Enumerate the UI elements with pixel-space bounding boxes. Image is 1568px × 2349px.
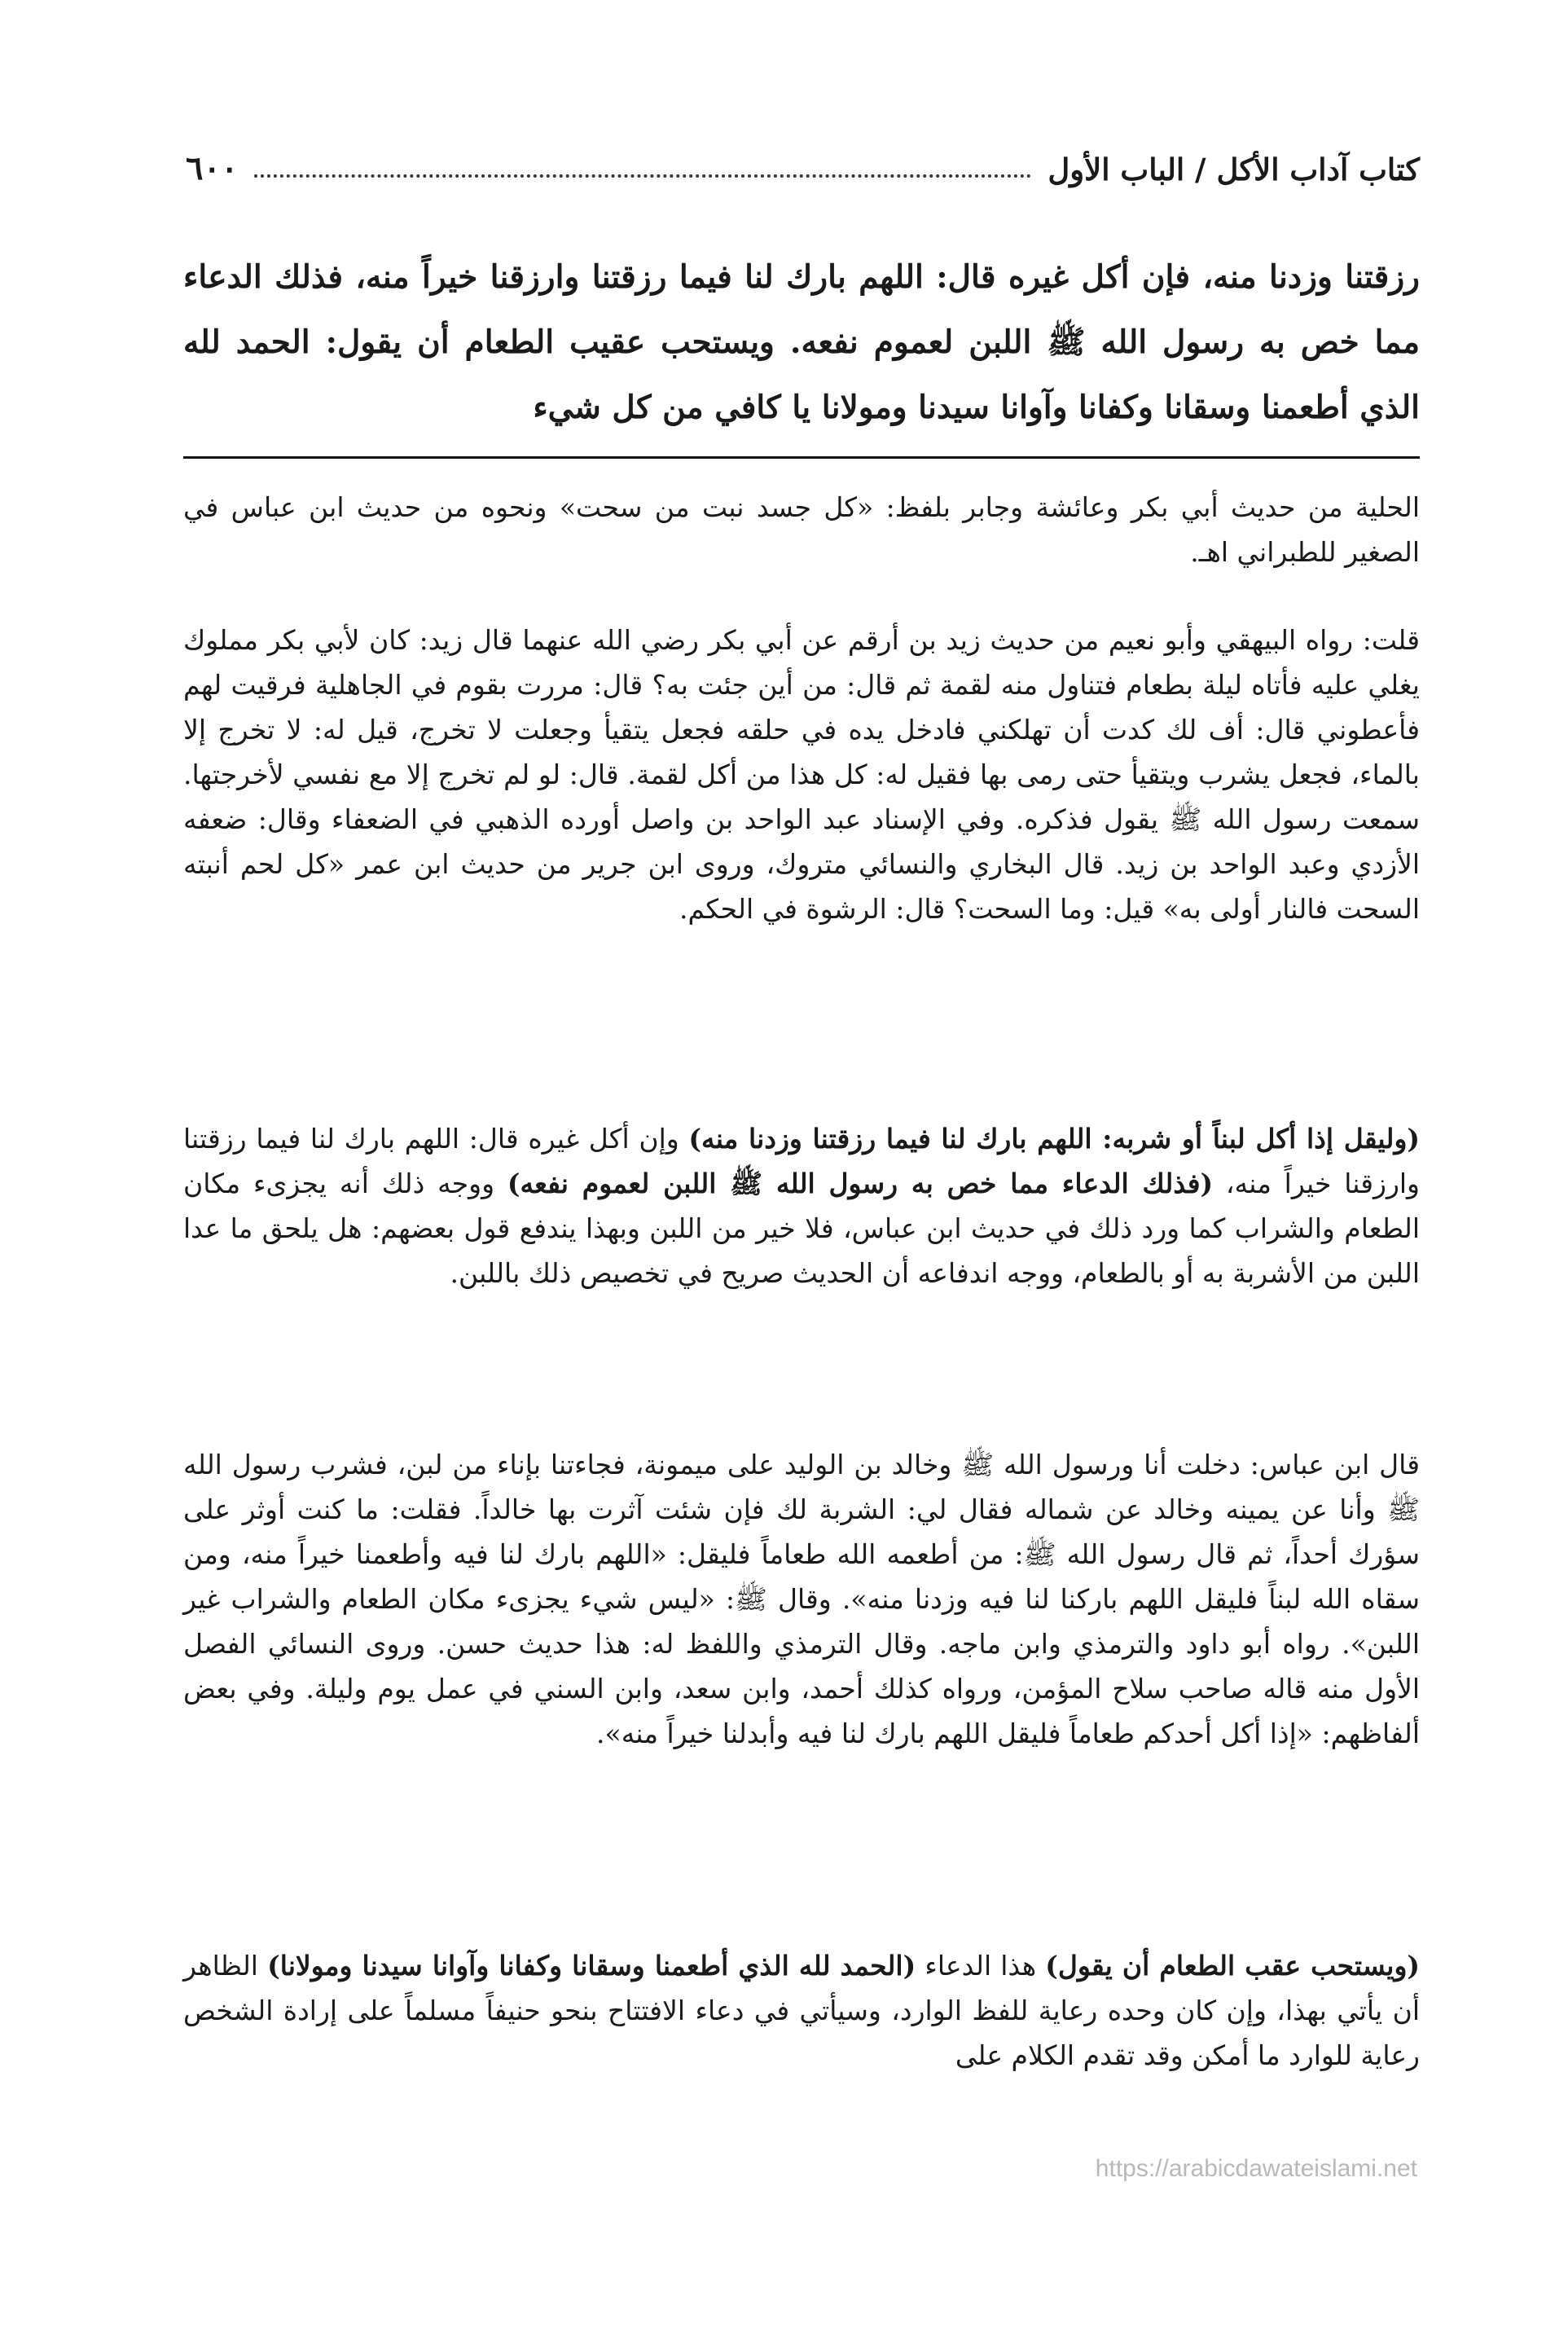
quoted-matn: (الحمد لله الذي أطعمنا وسقانا وكفانا وآوانا سيدنا ومولانا) <box>267 1950 916 1982</box>
commentary-span: وإن أكل غيره قال: اللهم بارك لنا فيما رزقتنا وارزقنا خيراً منه، <box>183 1123 1420 1199</box>
commentary-span: هذا الدعاء <box>916 1950 1046 1982</box>
separator-rule <box>183 456 1420 459</box>
commentary-paragraph-4 <box>183 1442 1420 1756</box>
main-text: رزقتنا وزدنا منه، فإن أكل غيره قال: اللهم بارك لنا فيما رزقتنا وارزقنا خيراً منه، فذلك الدعاء مما خص به رسول الله ﷺ اللبن لعموم نفعه. ويستحب عقيب الطعام أن يقول: الحمد لله الذي أطعمنا وسقانا وكفانا وآوانا سيدنا ومولانا يا كافي من كل شيء <box>183 258 1420 426</box>
commentary-text <box>183 1116 1420 1295</box>
running-header <box>186 130 1420 187</box>
quoted-matn: (فذلك الدعاء مما خص به رسول الله ﷺ اللبن لعموم نفعه) <box>507 1168 1214 1199</box>
watermark-url: https://arabicdawateislami.net <box>1095 2155 1417 2182</box>
header-title: كتاب آداب الأكل / الباب الأول <box>1048 152 1420 187</box>
quoted-matn: (وليقل إذا أكل لبناً أو شربه: اللهم بارك لنا فيما رزقتنا وزدنا منه) <box>688 1123 1420 1155</box>
page-number: ٦٠٠ <box>186 149 239 187</box>
commentary-text: قال ابن عباس: دخلت أنا ورسول الله ﷺ وخالد بن الوليد على ميمونة، فجاءتنا بإناء من لبن، فشرب رسول الله ﷺ وأنا عن يمينه وخالد عن شماله فقال لي: الشربة لك فإن شئت آثرت بها خالداً. فقلت: ما كنت أوثر على سؤرك أحداً، ثم قال رسول الله ﷺ: من أطعمه الله طعاماً فليقل: «اللهم بارك لنا فيه وأطعمنا خيراً منه، ومن سقاه الله لبناً فليقل اللهم باركنا لنا فيه وزدنا منه». وقال ﷺ: «ليس شيء يجزىء مكان الطعام والشراب غير اللبن». رواه أبو داود والترمذي وابن ماجه. وقال الترمذي واللفظ له: هذا حديث حسن. وروى النسائي الفصل الأول منه قاله صاحب سلاح المؤمن، ورواه كذلك أحمد، وابن سعد، وابن السني في عمل يوم وليلة. وفي بعض ألفاظهم: «إذا أكل أحدكم طعاماً فليقل اللهم بارك لنا فيه وأبدلنا خيراً منه». <box>183 1449 1420 1749</box>
commentary-span: الظاهر أن يأتي بهذا، وإن كان وحده رعاية للفظ الوارد، وسيأتي في دعاء الافتتاح بنحو حنيفاً مسلماً على إرادة الشخص رعاية للوارد ما أمكن وقد تقدم الكلام على <box>183 1950 1420 2071</box>
commentary-text: قلت: رواه البيهقي وأبو نعيم من حديث زيد بن أرقم عن أبي بكر رضي الله عنهما قال زيد: كان لأبي بكر مملوك يغلي عليه فأتاه ليلة بطعام فتناول منه لقمة ثم قال: من أين جئت به؟ قال: مررت بقوم في الجاهلية فرقيت لهم فأعطوني قال: أف لك كدت أن تهلكني فادخل يده في حلقه فجعل يتقيأ وجعلت لا تخرج، قيل له: لا تخرج إلا بالماء، فجعل يشرب ويتقيأ حتى رمى بها فقيل له: كل هذا من أكل لقمة. قال: لو لم تخرج إلا مع نفسي لأخرجتها. سمعت رسول الله ﷺ يقول فذكره. وفي الإسناد عبد الواحد بن واصل أورده الذهبي في الضعفاء وقال: ضعفه الأزدي وعبد الواحد بن زيد. قال البخاري والنسائي متروك، وروى ابن جرير من حديث ابن عمر «كل لحم أنبته السحت فالنار أولى به» قيل: وما السحت؟ قال: الرشوة في الحكم. <box>183 624 1420 925</box>
quoted-matn: (ويستحب عقب الطعام أن يقول) <box>1045 1950 1420 1982</box>
commentary-paragraph-1 <box>183 485 1420 574</box>
commentary-paragraph-5 <box>183 1943 1420 2078</box>
commentary-paragraph-3 <box>183 1116 1420 1295</box>
commentary-text <box>183 1943 1420 2078</box>
commentary-span: ووجه ذلك أنه يجزىء مكان الطعام والشراب كما ورد ذلك في حديث ابن عباس، فلا خير من اللبن وبهذا يندفع قول بعضهم: هل يلحق ما عدا اللبن من الأشربة به أو بالطعام، ووجه اندفاعه أن الحديث صريح في تخصيص ذلك باللبن. <box>183 1168 1420 1289</box>
commentary-paragraph-2 <box>183 618 1420 931</box>
commentary-text: الحلية من حديث أبي بكر وعائشة وجابر بلفظ: «كل جسد نبت من سحت» ونحوه من حديث ابن عباس في الصغير للطبراني اهـ. <box>183 491 1420 568</box>
header-dot-leader <box>254 174 1031 178</box>
